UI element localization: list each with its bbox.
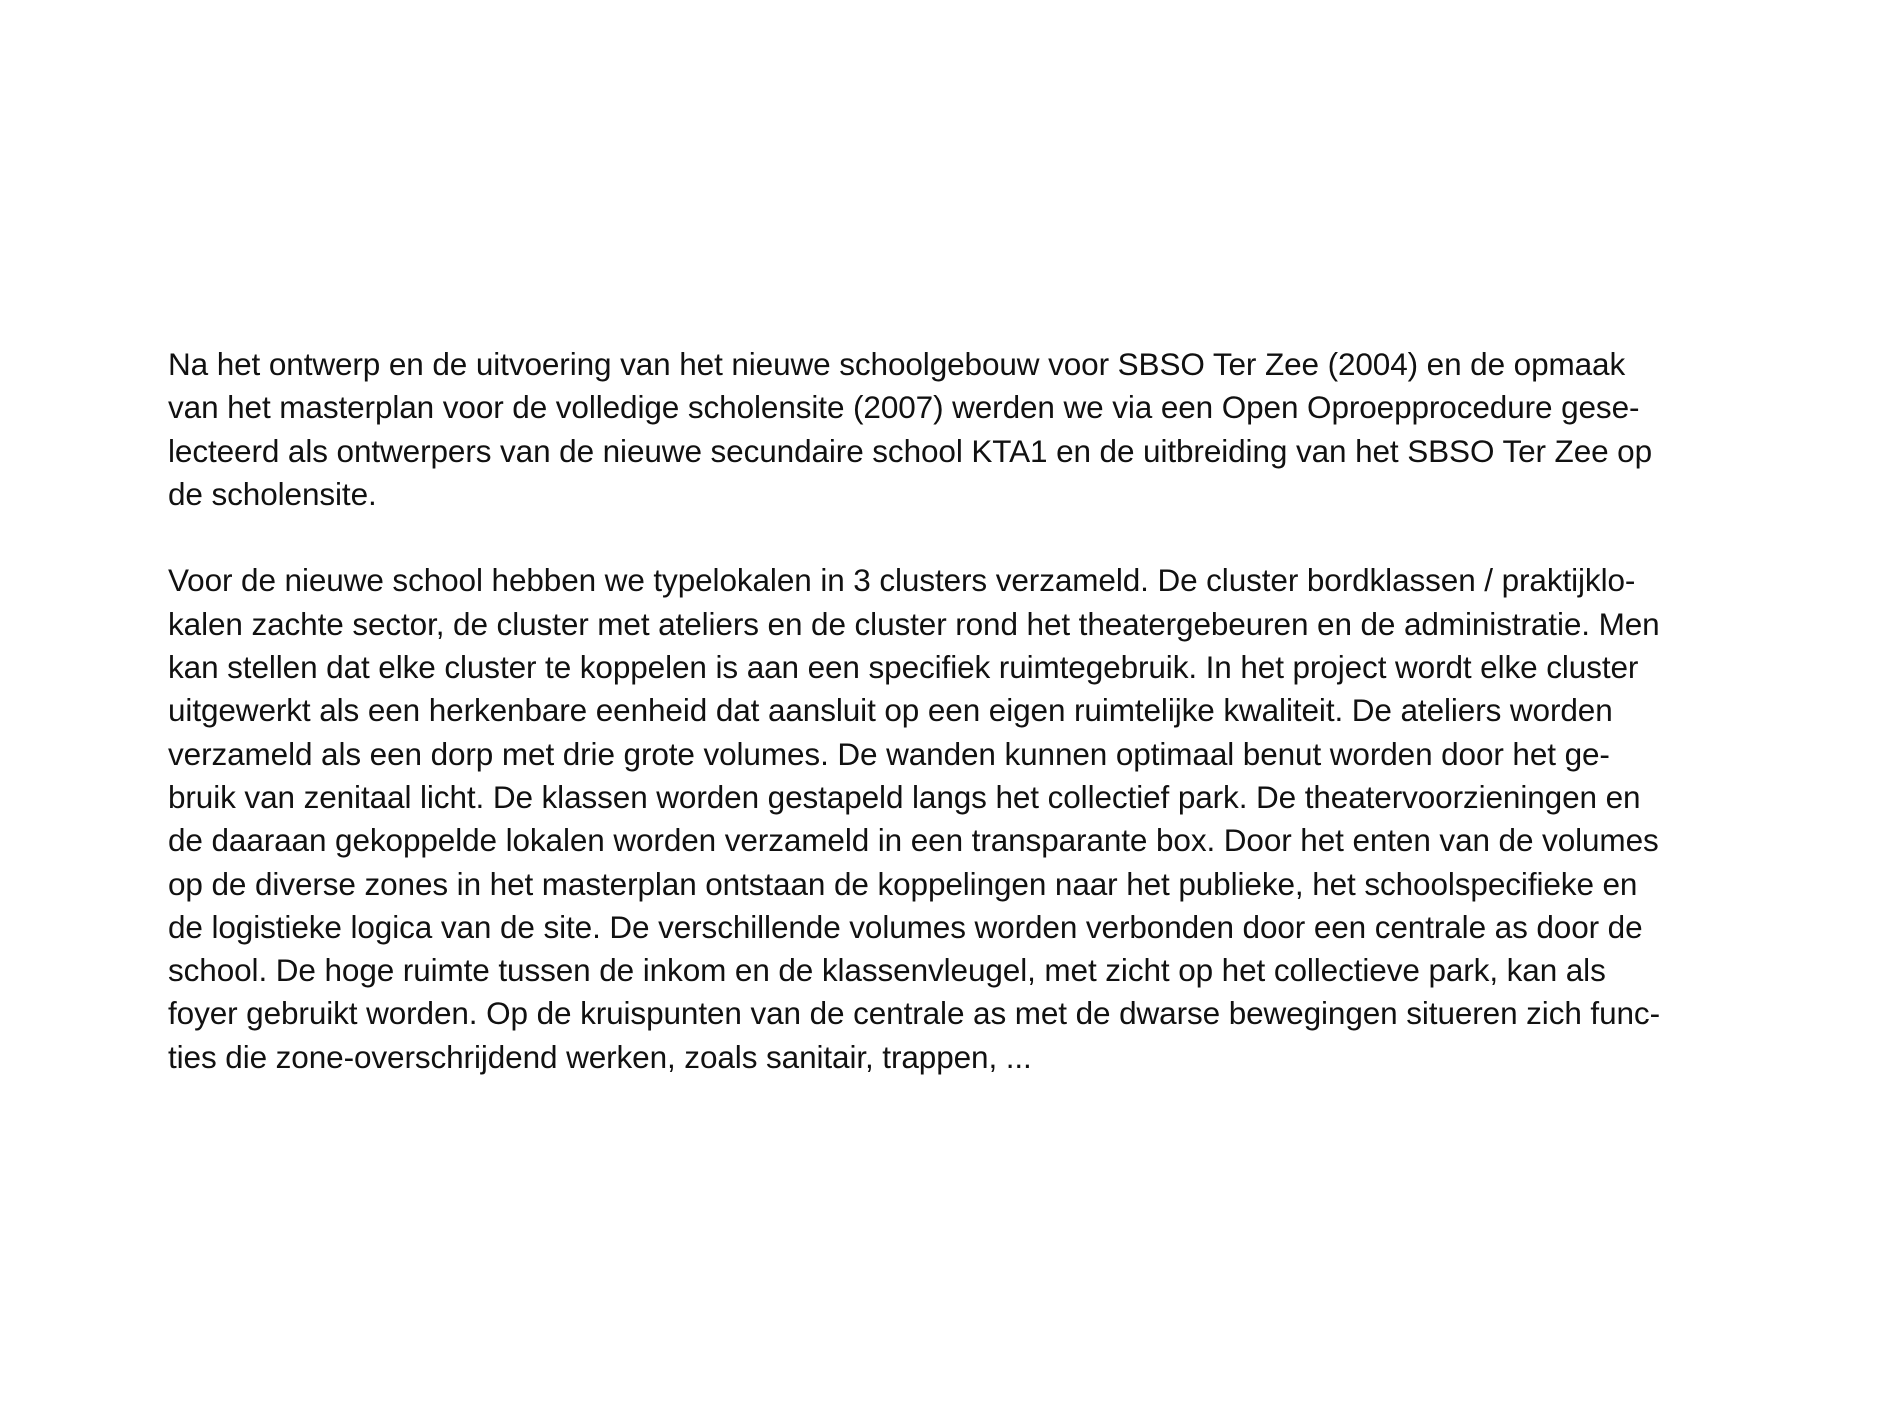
paragraph-description <box>168 559 1748 1079</box>
text-line: van het masterplan voor de volledige scholensite (2007) werden we via een Open Oproepprocedure gese- <box>168 389 1640 426</box>
text-line: de logistieke logica van de site. De verschillende volumes worden verbonden door een centrale as door de <box>168 908 1643 945</box>
text-line: de daaraan gekoppelde lokalen worden verzameld in een transparante box. Door het enten van de volumes <box>168 822 1659 859</box>
text-line: Voor de nieuwe school hebben we typelokalen in 3 clusters verzameld. De cluster bordklassen / praktijklo- <box>168 562 1636 599</box>
text-line: foyer gebruikt worden. Op de kruispunten van de centrale as met de dwarse bewegingen situeren zich func- <box>168 995 1660 1032</box>
body-text <box>168 343 1748 1079</box>
text-line: bruik van zenitaal licht. De klassen worden gestapeld langs het collectief park. De theatervoorzieningen en <box>168 778 1641 815</box>
text-line: de scholensite. <box>168 475 377 512</box>
text-line: kalen zachte sector, de cluster met ateliers en de cluster rond het theatergebeuren en de administratie. Men <box>168 605 1660 642</box>
paragraph-intro <box>168 343 1748 516</box>
text-line: lecteerd als ontwerpers van de nieuwe secundaire school KTA1 en de uitbreiding van het SBSO Ter Zee op <box>168 432 1653 469</box>
text-line: verzameld als een dorp met drie grote volumes. De wanden kunnen optimaal benut worden door het ge- <box>168 735 1610 772</box>
text-line: Na het ontwerp en de uitvoering van het nieuwe schoolgebouw voor SBSO Ter Zee (2004) en de opmaak <box>168 346 1626 382</box>
text-line: kan stellen dat elke cluster te koppelen is aan een specifiek ruimtegebruik. In het project wordt elke cluster <box>168 649 1639 686</box>
text-line: op de diverse zones in het masterplan ontstaan de koppelingen naar het publieke, het schoolspecifieke en <box>168 865 1638 902</box>
text-line: uitgewerkt als een herkenbare eenheid dat aansluit op een eigen ruimtelijke kwaliteit. De ateliers worden <box>168 692 1613 729</box>
text-line: ties die zone-overschrijdend werken, zoals sanitair, trappen, ... <box>168 1038 1032 1075</box>
text-line: school. De hoge ruimte tussen de inkom en de klassenvleugel, met zicht op het collectieve park, kan als <box>168 952 1606 989</box>
